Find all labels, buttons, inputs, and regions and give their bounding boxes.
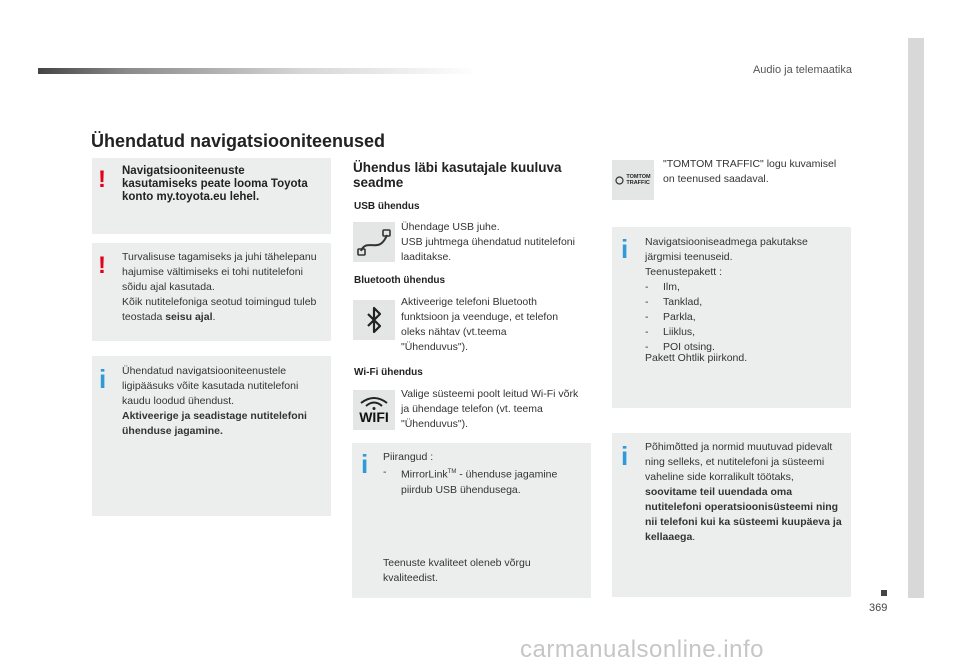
info-box-limitations bbox=[352, 443, 591, 598]
tomtom-traffic-logo bbox=[612, 160, 654, 200]
limitations-intro: Piirangud : bbox=[383, 451, 434, 463]
services-list bbox=[645, 280, 825, 355]
bluetooth-text: Aktiveerige telefoni Bluetooth funktsioon ja veenduge, et telefon oleks nähtav (vt.teema "Ühenduvus"). bbox=[401, 296, 559, 353]
list-item: - POI otsing. bbox=[645, 340, 825, 355]
info-hotspot-text: Ühendatud navigatsiooniteenustele ligipääsuks võite kasutada nutitelefoni kaudu loodud ühendust. Aktiveerige ja seadistage nutitelefoni ühenduse jagamine. bbox=[122, 365, 307, 437]
services-footer: Pakett Ohtlik piirkond. bbox=[645, 352, 748, 364]
bluetooth-label: Bluetooth ühendus bbox=[354, 275, 446, 286]
services-intro: Navigatsiooniseadmega pakutakse järgmisi teenuseid. Teenustepakett : bbox=[645, 236, 808, 278]
wifi-label: Wi-Fi ühendus bbox=[354, 367, 423, 378]
wifi-icon-label: WIFI bbox=[359, 409, 389, 425]
watermark: carmanualsonline.info bbox=[520, 636, 764, 663]
info-icon: i bbox=[621, 234, 629, 264]
usb-text: Ühendage USB juhe. USB juhtmega ühendatud nutitelefoni laaditakse. bbox=[401, 221, 575, 263]
bluetooth-icon bbox=[353, 300, 395, 340]
warning-safety-text: Turvalisuse tagamiseks ja juhi tähelepanu hajumise vältimiseks ei tohi nutitelefoni sõidu ajal kasutada. Kõik nutitelefoniga seotud toimingud tuleb teostada seisu ajal. bbox=[122, 251, 317, 323]
page-marker bbox=[881, 590, 887, 596]
wifi-text: Valige süsteemi poolt leitud Wi-Fi võrk ja ühendage telefon (vt. teema "Ühenduvus"). bbox=[401, 388, 579, 430]
tomtom-text: "TOMTOM TRAFFIC" logu kuvamisel on teenused saadaval. bbox=[663, 158, 837, 185]
usb-cable-icon bbox=[353, 222, 395, 262]
warning-box-safety bbox=[92, 243, 331, 341]
info-icon: i bbox=[99, 364, 107, 394]
info-icon: i bbox=[621, 441, 629, 471]
updates-text: Põhimõtted ja normid muutuvad pidevalt ning selleks, et nutitelefoni ja süsteemi vaheline side korralikult töötaks, soovitame teil uuendada oma nutitelefoni operatsioonisüsteemi ning nii telefoni kui ka süsteemi kuupäeva ja kellaaega. bbox=[645, 441, 842, 543]
limitations-list bbox=[383, 465, 573, 498]
info-icon: i bbox=[361, 449, 369, 479]
device-connection-title: Ühendus läbi kasutajale kuuluva seadme bbox=[353, 160, 562, 190]
warning-icon: ! bbox=[98, 166, 106, 193]
usb-label: USB ühendus bbox=[354, 201, 420, 212]
quality-note: Teenuste kvaliteet oleneb võrgu kvaliteedist. bbox=[383, 557, 531, 584]
logo-line-2: TRAFFIC bbox=[626, 180, 650, 186]
list-item: - Tanklad, bbox=[645, 295, 825, 310]
warning-icon: ! bbox=[98, 252, 106, 279]
list-item: - MirrorLink™ - ühenduse jagamine piirdub USB ühendusega. bbox=[383, 465, 573, 498]
list-item: - Parkla, bbox=[645, 310, 825, 325]
wifi-icon bbox=[353, 390, 395, 430]
warning-box-account bbox=[92, 158, 331, 234]
info-box-services bbox=[612, 227, 851, 408]
traffic-icon bbox=[615, 176, 624, 185]
page-edge-strip bbox=[908, 38, 924, 598]
list-item: - Liiklus, bbox=[645, 325, 825, 340]
warning-account-text: Navigatsiooniteenuste kasutamiseks peate looma Toyota konto my.toyota.eu lehel. bbox=[122, 165, 308, 203]
section-title: Audio ja telemaatika bbox=[752, 64, 852, 76]
info-box-updates bbox=[612, 433, 851, 597]
info-box-hotspot bbox=[92, 356, 331, 516]
list-item: - Ilm, bbox=[645, 280, 825, 295]
header-gradient-bar bbox=[38, 68, 478, 74]
page-title: Ühendatud navigatsiooniteenused bbox=[91, 131, 386, 151]
page-number: 369 bbox=[869, 602, 888, 614]
logo-line-1: TOMTOM bbox=[626, 174, 651, 180]
